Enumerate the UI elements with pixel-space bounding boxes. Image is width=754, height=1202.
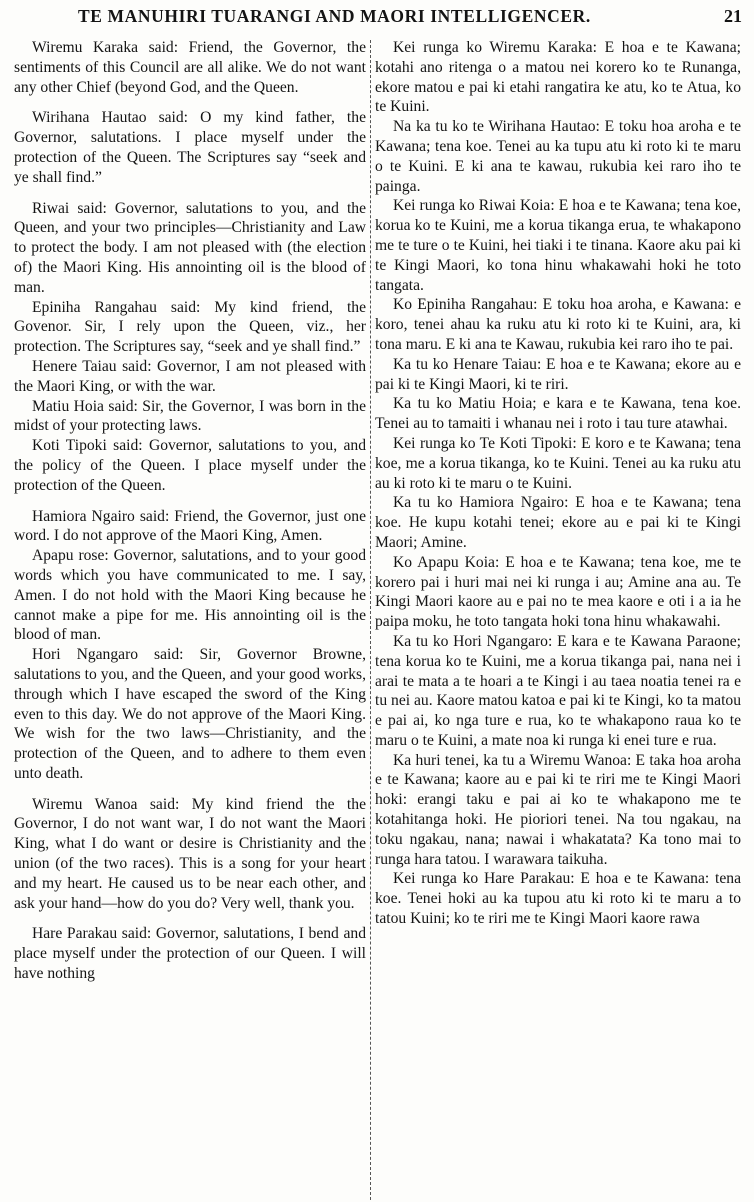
- maori-paragraph: Kei runga ko Hare Parakau: E hoa e te Kawana: tena koe. Tenei hoki au ka tupou atu ki roto ki te maru a to tatou Kuini; ko te riri me te Kingi Maori kaore rawa: [375, 870, 741, 928]
- maori-paragraph: Ko Apapu Koia: E hoa e te Kawana; tena koe, me te korero pai i huri mai nei ki runga i au; Amine ana au. Te Kingi Maori kaore au e pai no te mea kaore e oti i a ia he paipa moku, he toto tangata hoki tona hinu whakawahi.: [375, 553, 741, 631]
- column-divider: [370, 40, 371, 1200]
- english-paragraph: Wirihana Hautao said: O my kind father, the Governor, salutations. I place myself under the protection of the Queen. The Scriptures say “seek and ye shall find.”: [14, 109, 366, 186]
- english-paragraph: Wiremu Karaka said: Friend, the Governor, the sentiments of this Council are all alike. We do not want any other Chief (beyond God, and the Queen.: [14, 39, 366, 96]
- maori-paragraph: Kei runga ko Te Koti Tipoki: E koro e te Kawana; tena koe, me a korua tikanga, ko te Kuini. Tenei au ka ruku atu au ki roto ki te maru o te Kuini.: [375, 434, 741, 492]
- english-paragraph: Hori Ngangaro said: Sir, Governor Browne, salutations to you, and the Queen, and your good works, through which I have escaped the sword of the King even to this day. We do not approve of the Maori King. We wish for the two laws—Christianity, and the protection of the Queen, and to adhere to them even unto death.: [14, 646, 366, 782]
- maori-paragraph: Ko Epiniha Rangahau: E toku hoa aroha, e Kawana: e koro, tenei ahau ka ruku atu ki roto ki te Kuini, ara, ki tona maru. E ki ana te Kawau, rukubia kei raro iho te pai.: [375, 296, 741, 353]
- english-paragraph: Hamiora Ngairo said: Friend, the Governor, just one word. I do not approve of the Maori King, Amen.: [14, 507, 366, 545]
- page-number: 21: [724, 6, 742, 26]
- maori-paragraph: Ka tu ko Hamiora Ngairo: E hoa e te Kawana; tena koe. He kupu kotahi tenei; ekore au e pai ki te Kingi Maori; Amine.: [375, 494, 741, 551]
- running-title: TE MANUHIRI TUARANGI AND MAORI INTELLIGENCER.: [78, 6, 591, 26]
- maori-paragraph: Ka tu ko Hori Ngangaro: E kara e te Kawana Paraone; tena korua ko te Kuini, me a korua tikanga pai, nana nei i arai te mata a te hoari a te Kingi i au taea noatia tenei ra e tu nei au. Kaore matou katoa e pai ki te Kingi, ko ta matou e pai ai, ko nga ture e rua, ko te whakapono raua ko te maru o te Kuini, a mate noa ki runga ki enei ture e rua.: [375, 632, 741, 749]
- maori-paragraph: Na ka tu ko te Wirihana Hautao: E toku hoa aroha e te Kawana; tena koe. Tenei au ka tupu atu ki roto ki te maru o te Kuini. E ki ana te kawau, rukubia kei raro iho te painga.: [375, 118, 741, 195]
- maori-paragraph: Ka huri tenei, ka tu a Wiremu Wanoa: E taka hoa aroha e te Kawana; kaore au e pai ki te riri me te Kingi Maori hoki: erangi taku e pai ai ko te whakapono me te kotahitanga hoki. He pioriori tenei. Na tou ngakau, na toku ngakau, nana; nawai i whakatata? Ka tono mai to runga hara tatou. I warawara taikuha.: [375, 751, 741, 868]
- maori-paragraph: Ka tu ko Henare Taiau: E hoa e te Kawana; ekore au e pai ki te Kingi Maori, ki te riri.: [375, 355, 741, 393]
- english-paragraph: Wiremu Wanoa said: My kind friend the the Governor, I do not want war, I do not want the Maori King, what I do want or desire is Christianity and the union (of the two races). This is a song for your heart and my heart. He caused us to be near each other, and ask your hand—how do you do? Very well, thank you.: [14, 795, 366, 912]
- english-column: [14, 38, 366, 1202]
- english-paragraph: Koti Tipoki said: Governor, salutations to you, and the policy of the Queen. I place myself under the protection of the Queen.: [14, 437, 366, 494]
- maori-paragraph: Ka tu ko Matiu Hoia; e kara e te Kawana, tena koe. Tenei au to tamaiti i whanau nei i roto i tau ture atawhai.: [375, 395, 741, 433]
- page-header: [0, 4, 754, 32]
- english-paragraph: Apapu rose: Governor, salutations, and to your good words which you have communicated to me. I say, Amen. I do not hold with the Maori King because he cannot make a pipe for me. His annointing oil is the blood of man.: [14, 547, 366, 644]
- english-paragraph: Epiniha Rangahau said: My kind friend, the Govenor. Sir, I rely upon the Queen, viz., her protection. The Scriptures say, “seek and ye shall find.”: [14, 298, 366, 356]
- english-paragraph: Henere Taiau said: Governor, I am not pleased with the Maori King, or with the war.: [14, 357, 366, 395]
- maori-paragraph: Kei runga ko Riwai Koia: E hoa e te Kawana; tena koe, korua ko te Kuini, me a korua tikanga erua, te whakapono me te ture o te Kuini, hei tiaki i te tinana. Kaore aku pai ki te Kingi Maori, ko tona hinu whakawahi hoki he toto tangata.: [375, 197, 741, 294]
- english-paragraph: Matiu Hoia said: Sir, the Governor, I was born in the midst of your protecting laws.: [14, 397, 366, 435]
- maori-paragraph: Kei runga ko Wiremu Karaka: E hoa e te Kawana; kotahi ano ritenga o a matou nei korero ko te Runanga, ekore matou e pai ki etahi rangatira ke atu, ko te Atua, ko te Kuini.: [375, 39, 741, 116]
- english-paragraph: Riwai said: Governor, salutations to you, and the Queen, and your two principles—Christianity and Law to protect the body. I am not pleased with (the election of) the Maori King. His annointing oil is the blood of man.: [14, 199, 366, 296]
- english-paragraph: Hare Parakau said: Governor, salutations, I bend and place myself under the protection of our Queen. I will have nothing: [14, 925, 366, 983]
- maori-column: [375, 38, 741, 1202]
